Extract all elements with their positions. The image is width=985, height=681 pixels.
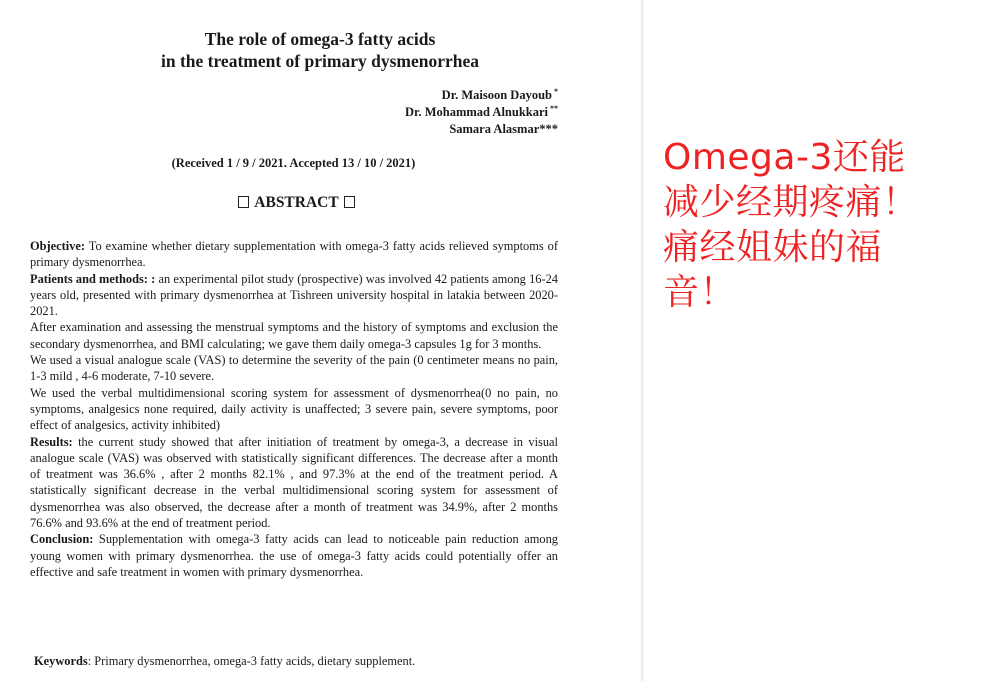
paragraph-text: the current study showed that after initiation of treatment by omega-3, a decrease in visual analogue scale (VAS) was observed with statistically significant differences. The decrease after a month of treatment was 36.6% , after 2 months 82.1% , and 97.3% at the end of the treatment period. A statistically significant decrease in the verbal multidimensional scoring system for assessment of dysmenorrhea was also observed, the decrease after a month of treatment was 34.9%, after 2 months 76.6% and 93.6% at the end of treatment period. xyxy=(30,434,558,531)
author-3 xyxy=(405,121,558,138)
paragraph-vas xyxy=(30,352,558,385)
paragraph-text: Supplementation with omega-3 fatty acids can lead to noticeable pain reduction among young women with primary dysmenorrhea. the use of omega-3 fatty acids could potentially offer an effective and safe treatment in women with primary dysmenorrhea. xyxy=(30,532,558,579)
author-name: Dr. Maisoon Dayoub xyxy=(441,88,552,102)
abstract-heading-text: ABSTRACT xyxy=(254,194,339,211)
caption-line-2: 减少经期疼痛！ xyxy=(663,182,919,223)
author-name: Dr. Mohammad Alnukkari xyxy=(405,105,548,119)
keywords-text: : Primary dysmenorrhea, omega-3 fatty acids, dietary supplement. xyxy=(87,654,416,668)
received-dates: (Received 1 / 9 / 2021. Accepted 13 / 10 / 2021) xyxy=(171,156,416,170)
paragraph-examination xyxy=(30,319,558,352)
author-mark: *** xyxy=(539,122,558,136)
paragraph-results xyxy=(30,434,558,532)
square-icon xyxy=(238,196,249,208)
paragraph-conclusion xyxy=(30,531,558,580)
paragraph-text: After examination and assessing the menstrual symptoms and the history of symptoms and exclusion the secondary dysmenorrhea, and BMI calculating; we gave them daily omega-3 capsules 1g for 3 months. xyxy=(30,320,558,351)
keywords-line xyxy=(34,654,415,669)
author-name: Samara Alasmar xyxy=(449,122,540,136)
paragraph-patients-methods xyxy=(30,271,558,320)
title-line-2: in the treatment of primary dysmenorrhea xyxy=(160,51,480,71)
author-mark: * xyxy=(552,87,558,96)
caption-line-3: 痛经姐妹的福 xyxy=(663,227,883,268)
abstract-body xyxy=(30,238,558,580)
paragraph-label: Objective: xyxy=(30,239,86,253)
author-mark: ** xyxy=(548,104,558,113)
author-1 xyxy=(405,87,558,104)
caption-line-1: Omega-3还能 xyxy=(663,137,906,178)
paragraph-text: an experimental pilot study (prospective) was involved 42 patients among 16-24 years old, presented with primary dysmenorrhea at Tishreen university hospital in latakia between 2020-2021. xyxy=(30,271,558,319)
author-2 xyxy=(405,104,558,121)
keywords-label: Keywords xyxy=(34,654,88,668)
caption-line-4: 音！ xyxy=(663,272,737,313)
page-divider xyxy=(641,0,644,681)
title-line-1: The role of omega-3 fatty acids xyxy=(204,29,436,49)
paper-title xyxy=(0,28,640,72)
paragraph-verbal-scoring xyxy=(30,385,558,434)
author-list xyxy=(405,87,558,138)
paragraph-label: Conclusion: xyxy=(30,532,94,547)
paragraph-label: Results: xyxy=(30,434,73,449)
paragraph-text: We used a visual analogue scale (VAS) to determine the severity of the pain (0 centimeter means no pain, 1-3 mild , 4-6 moderate, 7-10 severe. xyxy=(30,353,558,384)
abstract-heading xyxy=(0,194,593,212)
paragraph-objective xyxy=(30,238,558,271)
paragraph-label: Patients and methods: : xyxy=(30,271,156,286)
square-icon xyxy=(344,196,355,208)
paragraph-text: To examine whether dietary supplementation with omega-3 fatty acids relieved symptoms of primary dysmenorrhea. xyxy=(30,239,558,270)
paragraph-text: We used the verbal multidimensional scoring system for assessment of dysmenorrhea(0 no pain, no symptoms, analgesics none required, daily activity is unaffected; 3 severe pain, severe symptoms, poor effect of analgesics, activity inhibited) xyxy=(30,385,558,433)
chinese-caption xyxy=(663,135,963,315)
